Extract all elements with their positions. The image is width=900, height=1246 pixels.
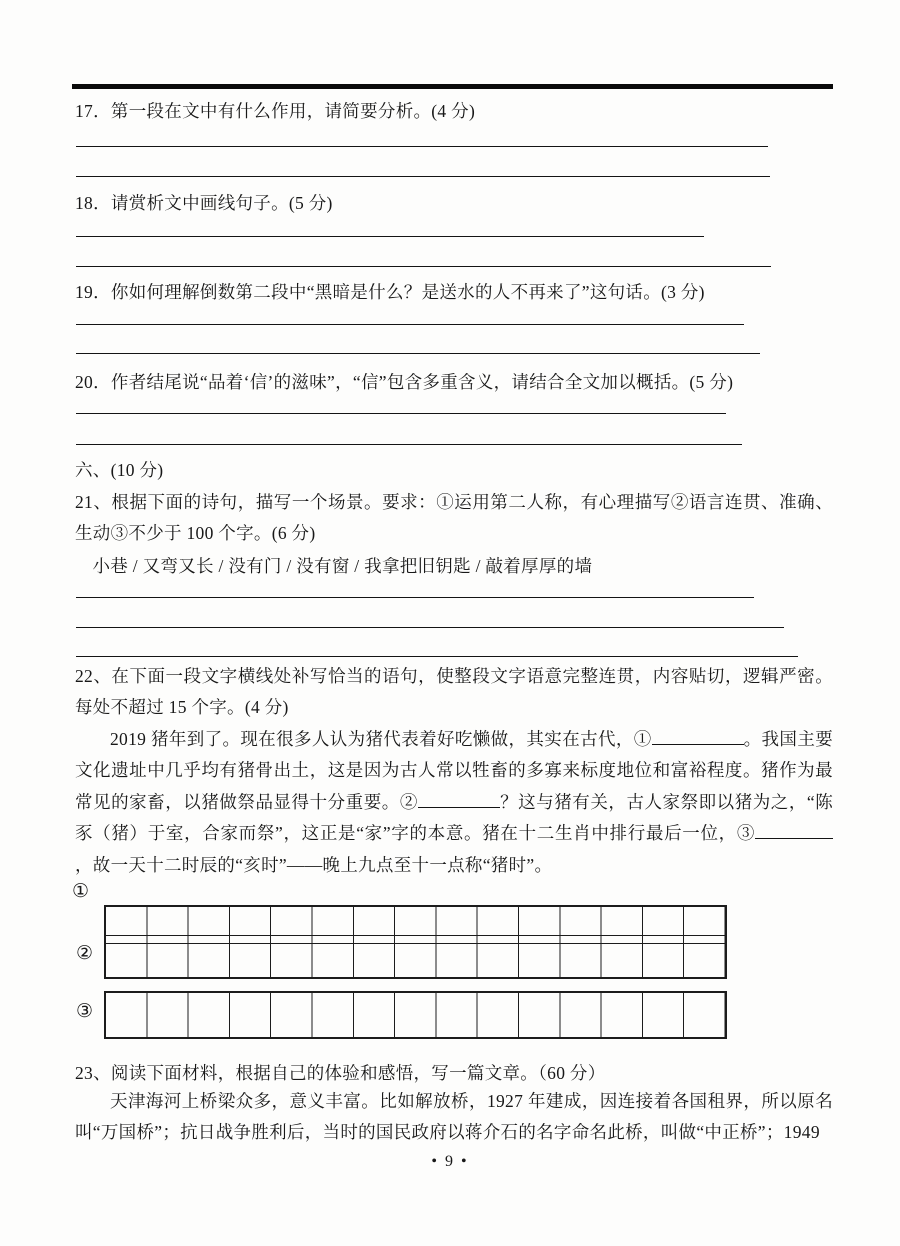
section-top-rule <box>72 84 833 89</box>
passage-segment: 2019 猪年到了。现在很多人认为猪代表着好吃懒做，其实在古代，① <box>110 729 652 749</box>
circled-number-label-3: ③ <box>76 1001 94 1022</box>
question-23-text: 23、阅读下面材料，根据自己的体验和感悟，写一篇文章。（60 分） <box>75 1063 606 1083</box>
passage-segment: ，故一天十二时辰的“亥时”——晚上九点至十一点称“猪时”。 <box>75 854 553 875</box>
answer-line <box>76 597 754 598</box>
answer-line <box>76 324 744 325</box>
circled-number-label-2: ② <box>76 943 94 964</box>
passage-segment: ？这与猪有关，古人家祭即以猪为之，“陈豕（猪）于室，合家而祭”，这正是“家”字的本意。猪在十二生肖中排行最后一位，③ <box>75 791 834 844</box>
answer-line <box>76 444 742 445</box>
passage-segment: 。我国主要文化遗址中几乎均有猪骨出土，这是因为古人常以牲畜的多寡来标度地位和富裕程度。猪作为最常见的家畜，以猪做祭品显得十分重要。② <box>75 729 833 812</box>
question-20-text: 20．作者结尾说“品着‘信’的滋味”，“信”包含多重含义，请结合全文加以概括。(5 分) <box>75 372 734 392</box>
fill-in-blank-2 <box>418 790 500 808</box>
answer-grid-b <box>104 991 727 1039</box>
question-17-text: 17．第一段在文中有什么作用，请简要分析。(4 分) <box>75 101 476 121</box>
answer-grid-row <box>106 943 725 977</box>
answer-grid-strip <box>106 935 725 943</box>
question-21-text: 21、根据下面的诗句，描写一个场景。要求：①运用第二人称，有心理描写②语言连贯、准确、生动③不少于 100 个字。(6 分) <box>75 492 833 544</box>
circled-number-label-1: ① <box>72 881 90 902</box>
question-22-text: 22、在下面一段文字横线处补写恰当的语句，使整段文字语意完整连贯，内容贴切，逻辑严密。每处不超过 15 个字。(4 分) <box>75 666 833 718</box>
q22-passage <box>75 724 833 881</box>
q21-poem: 小巷 / 又弯又长 / 没有门 / 没有窗 / 我拿把旧钥匙 / 敲着厚厚的墙 <box>92 556 593 576</box>
question-18-text: 18．请赏析文中画线句子。(5 分) <box>75 193 333 213</box>
answer-line <box>76 176 770 177</box>
fill-in-blank-3 <box>755 822 833 840</box>
q23-material: 天津海河上桥梁众多，意义丰富。比如解放桥，1927 年建成，因连接着各国租界，所以原名叫“万国桥”；抗日战争胜利后，当时的国民政府以蒋介石的名字命名此桥，叫做“中正桥”；1949 <box>75 1091 833 1143</box>
answer-line <box>76 413 726 414</box>
fill-in-blank-1 <box>652 727 744 745</box>
section-six-heading: 六、(10 分) <box>75 460 164 480</box>
answer-line <box>76 146 768 147</box>
question-19-text: 19．你如何理解倒数第二段中“黑暗是什么？是送水的人不再来了”这句话。(3 分) <box>75 282 705 302</box>
answer-line <box>76 266 771 267</box>
answer-grid-a <box>104 905 727 979</box>
answer-line <box>76 353 760 354</box>
answer-line <box>76 656 798 657</box>
page-number: • 9 • <box>431 1153 469 1170</box>
answer-grid-row <box>106 907 725 935</box>
answer-grid-row <box>106 993 725 1037</box>
answer-line <box>76 627 784 628</box>
answer-line <box>76 236 704 237</box>
